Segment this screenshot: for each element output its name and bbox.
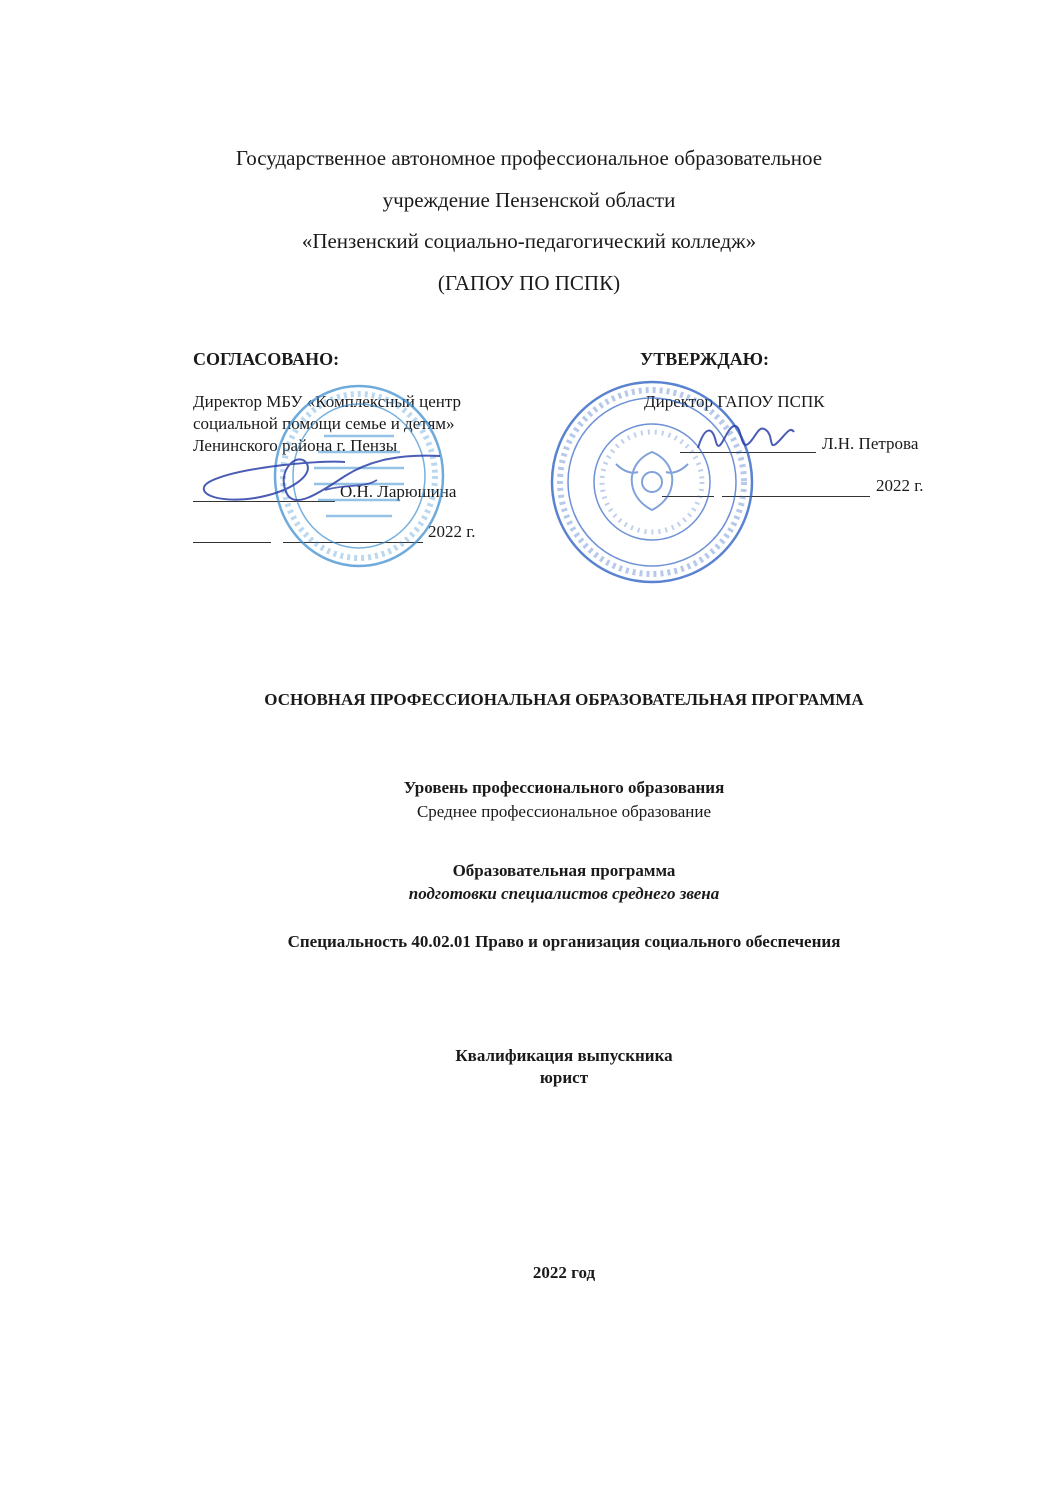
program-title: ОСНОВНАЯ ПРОФЕССИОНАЛЬНАЯ ОБРАЗОВАТЕЛЬНАЯ ПРОГРАММА (264, 690, 864, 709)
agreed-position-line-3: Ленинского района г. Пензы (193, 436, 398, 455)
institution-line-2: учреждение Пензенской области (382, 188, 676, 212)
institution-abbreviation: (ГАПОУ ПО ПСПК) (437, 271, 621, 295)
qualification-label: Квалификация выпускника (455, 1046, 673, 1065)
approved-position: Директор ГАПОУ ПСПК (644, 392, 825, 411)
approved-date: 2022 г. (876, 476, 924, 495)
agreed-heading: СОГЛАСОВАНО: (193, 349, 340, 369)
education-level-value: Среднее профессиональное образование (416, 802, 712, 821)
education-level-label: Уровень профессионального образования (403, 778, 725, 797)
approved-signature (690, 408, 800, 468)
institution-line-1: Государственное автономное профессиональное образовательное (235, 146, 823, 170)
agreed-signature (195, 440, 455, 520)
institution-line-3: «Пензенский социально-педагогический колледж» (301, 229, 757, 253)
agreed-position-line-2: социальной помощи семье и детям» (193, 414, 455, 433)
approved-signer-name: Л.Н. Петрова (822, 434, 919, 453)
specialty: Специальность 40.02.01 Право и организация социального обеспечения (287, 932, 841, 951)
program-type-value: подготовки специалистов среднего звена (408, 884, 720, 903)
agreed-position-line-1: Директор МБУ «Комплексный центр (193, 392, 461, 411)
approved-heading: УТВЕРЖДАЮ: (640, 349, 770, 369)
qualification-value: юрист (539, 1068, 589, 1087)
agreed-day-line (193, 542, 271, 543)
agreed-date: 2022 г. (428, 522, 476, 541)
agreed-signer-name: О.Н. Ларюшина (340, 482, 457, 501)
program-type-label: Образовательная программа (452, 861, 676, 880)
document-year: 2022 год (532, 1263, 596, 1282)
